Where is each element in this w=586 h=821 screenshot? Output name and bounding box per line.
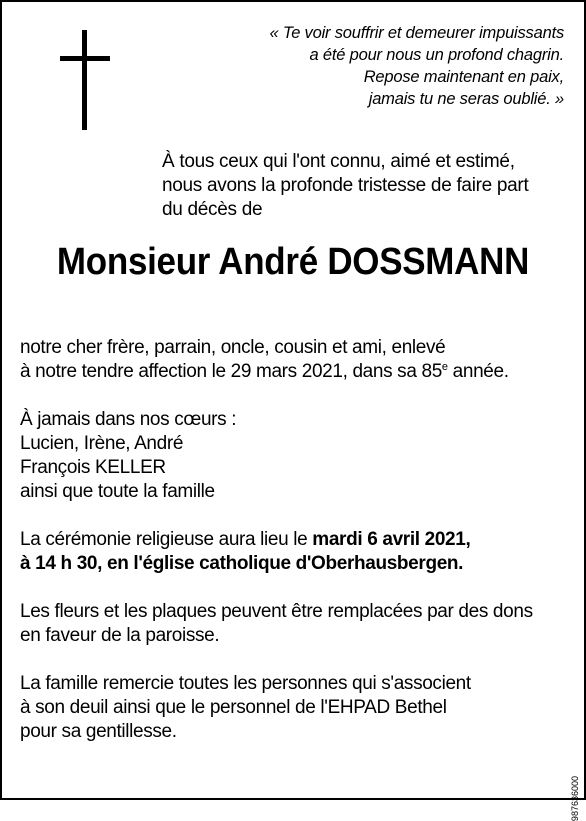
flowers-line: Les fleurs et les plaques peuvent être remplacées par des dons bbox=[20, 601, 533, 622]
family-paragraph bbox=[20, 408, 533, 504]
quote-line: « Te voir souffrir et demeurer impuissants bbox=[269, 24, 564, 42]
thanks-line: La famille remercie toutes les personnes qui s'associent bbox=[20, 673, 471, 694]
cross-icon bbox=[60, 30, 110, 130]
relation-text: à notre tendre affection le 29 mars 2021, dans sa 85 bbox=[20, 361, 442, 382]
relation-text-end: année. bbox=[447, 361, 509, 382]
relation-line-2 bbox=[20, 360, 533, 384]
family-line: À jamais dans nos cœurs : bbox=[20, 409, 237, 430]
thanks-line: pour sa gentillesse. bbox=[20, 721, 177, 742]
ceremony-line-2 bbox=[20, 552, 533, 576]
quote-line: jamais tu ne seras oublié. » bbox=[368, 90, 564, 108]
intro-line: À tous ceux qui l'ont connu, aimé et estimé, bbox=[162, 151, 515, 172]
intro-line: nous avons la profonde tristesse de faire part bbox=[162, 175, 529, 196]
ordinal-suffix: e bbox=[441, 361, 448, 373]
intro-line: du décès de bbox=[162, 199, 263, 220]
thanks-line: à son deuil ainsi que le personnel de l'EHPAD Bethel bbox=[20, 697, 447, 718]
relation-paragraph bbox=[20, 336, 533, 384]
flowers-line: en faveur de la paroisse. bbox=[20, 625, 220, 646]
ceremony-text: La cérémonie religieuse aura lieu le bbox=[20, 529, 313, 550]
family-line: François KELLER bbox=[20, 457, 166, 478]
ceremony-line-1 bbox=[20, 528, 533, 552]
ceremony-time-place: à 14 h 30, en l'église catholique d'Oberhausbergen. bbox=[20, 553, 464, 574]
family-line: Lucien, Irène, André bbox=[20, 433, 184, 454]
ceremony-paragraph bbox=[20, 528, 533, 576]
announcement-intro bbox=[162, 150, 528, 222]
quote-line: a été pour nous un profond chagrin. bbox=[309, 46, 564, 64]
reference-number: 987636000 bbox=[570, 776, 580, 821]
quote-line: Repose maintenant en paix, bbox=[363, 68, 564, 86]
thanks-paragraph bbox=[20, 672, 533, 744]
notice-body bbox=[20, 336, 533, 744]
flowers-paragraph bbox=[20, 600, 533, 648]
family-line: ainsi que toute la famille bbox=[20, 481, 215, 502]
relation-line-1: notre cher frère, parrain, oncle, cousin et ami, enlevé bbox=[20, 337, 446, 358]
deceased-name: Monsieur André DOSSMANN bbox=[56, 241, 530, 283]
epitaph-quote bbox=[269, 22, 564, 110]
ceremony-date: mardi 6 avril 2021, bbox=[312, 529, 471, 550]
